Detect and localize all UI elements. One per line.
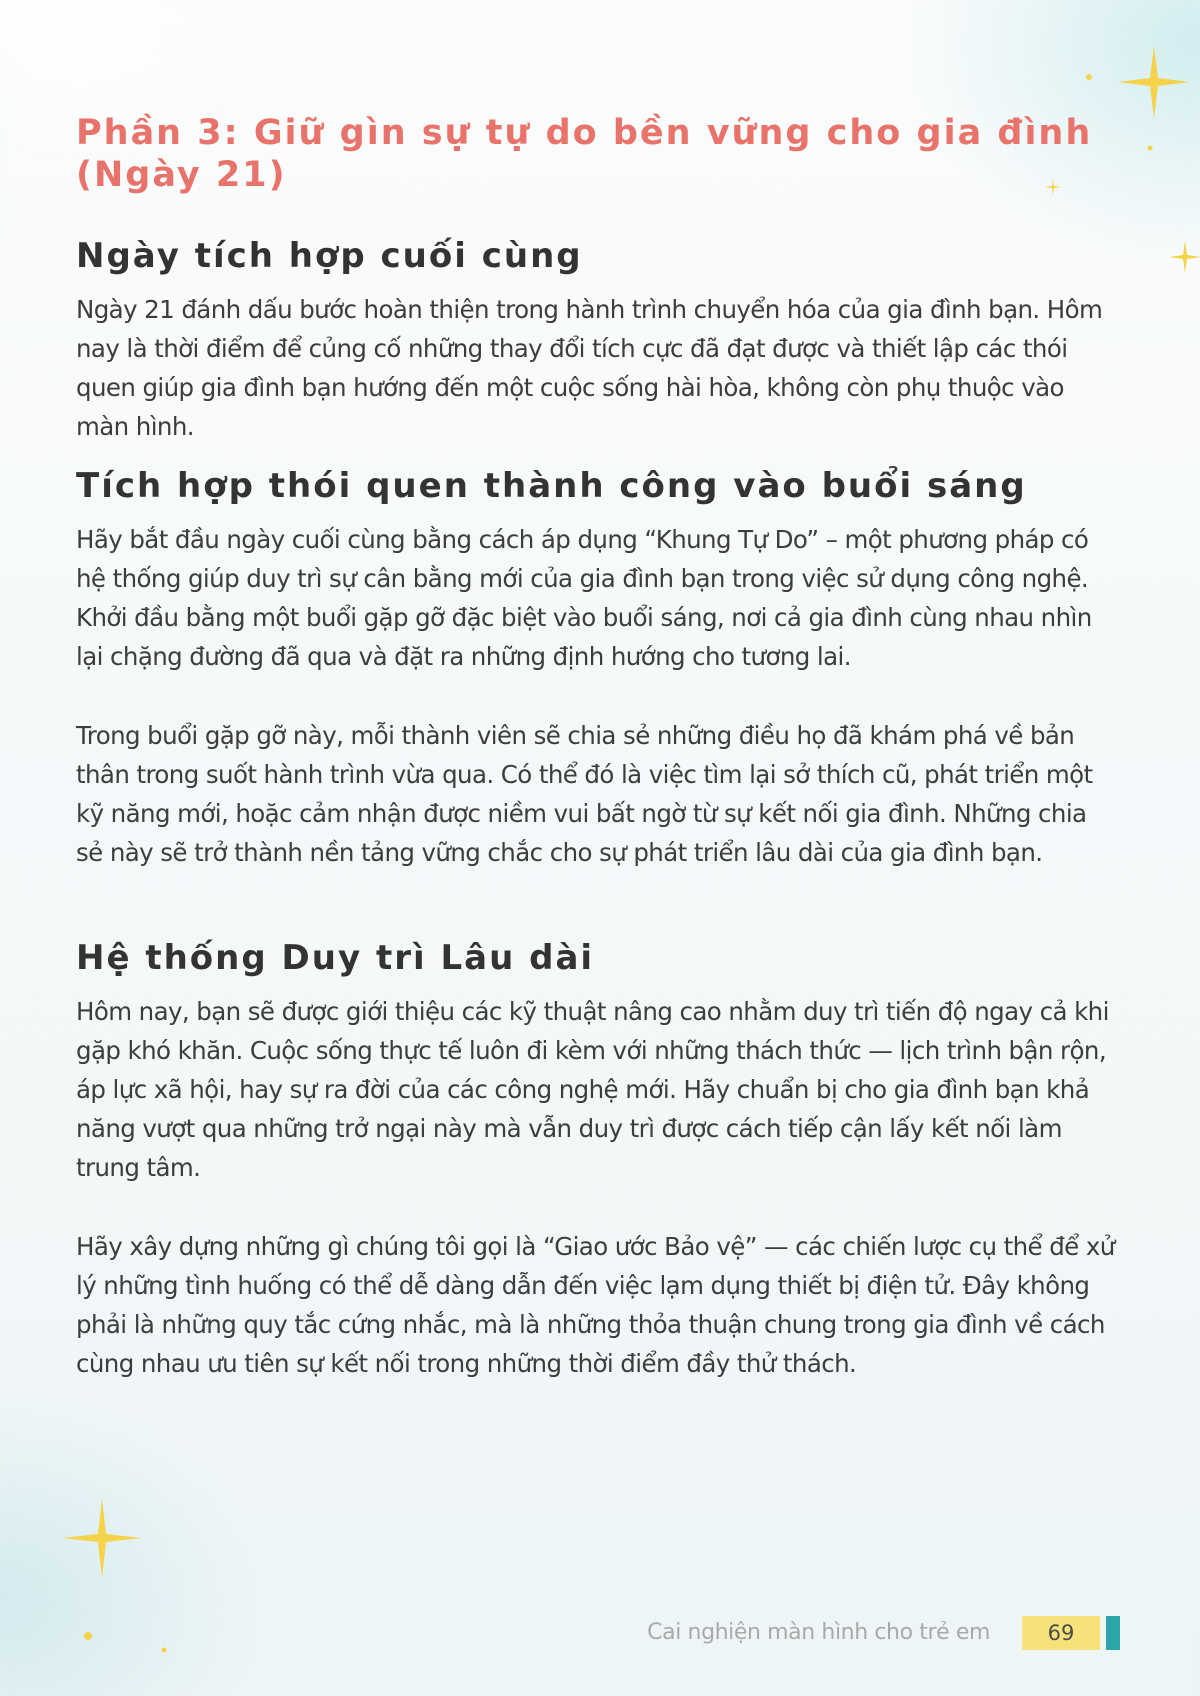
page-number: 69 xyxy=(1022,1616,1100,1650)
sparkle-icon xyxy=(1116,44,1192,120)
paragraph: Hãy bắt đầu ngày cuối cùng bằng cách áp dụng “Khung Tự Do” – một phương pháp có hệ thống giúp duy trì sự cân bằng mới của gia đình bạn trong việc sử dụng công nghệ. Khởi đầu bằng một buổi gặp gỡ đặc biệt vào buổi sáng, nơi cả gia đình cùng nhau nhìn lại chặng đường đã qua và đặt ra những định hướng cho tương lai. xyxy=(76,525,1092,671)
footer-book-title: Cai nghiện màn hình cho trẻ em xyxy=(647,1620,990,1645)
sparkle-icon xyxy=(160,1646,168,1654)
section-heading-long-term-system: Hệ thống Duy trì Lâu dài xyxy=(76,938,595,978)
page-content xyxy=(76,112,1116,1383)
sparkle-icon xyxy=(60,1496,144,1580)
part-title: Phần 3: Giữ gìn sự tự do bền vững cho gia đình (Ngày 21) xyxy=(76,113,1093,195)
section-heading-morning-habits: Tích hợp thói quen thành công vào buổi sáng xyxy=(76,466,1027,506)
section-heading-final-integration-day: Ngày tích hợp cuối cùng xyxy=(76,236,583,276)
sparkle-icon xyxy=(1146,144,1154,152)
paragraph: Ngày 21 đánh dấu bước hoàn thiện trong hành trình chuyển hóa của gia đình bạn. Hôm nay là thời điểm để củng cố những thay đổi tích cực đã đạt được và thiết lập các thói quen giúp gia đình bạn hướng đến một cuộc sống hài hòa, không còn phụ thuộc vào màn hình. xyxy=(76,295,1103,441)
paragraph: Trong buổi gặp gỡ này, mỗi thành viên sẽ chia sẻ những điều họ đã khám phá về bản thân trong suốt hành trình vừa qua. Có thể đó là việc tìm lại sở thích cũ, phát triển một kỹ năng mới, hoặc cảm nhận được niềm vui bất ngờ từ sự kết nối gia đình. Những chia sẻ này sẽ trở thành nền tảng vững chắc cho sự phát triển lâu dài của gia đình bạn. xyxy=(76,721,1093,867)
page-number-accent-bar xyxy=(1106,1616,1120,1650)
paragraph: Hãy xây dựng những gì chúng tôi gọi là “Giao ước Bảo vệ” — các chiến lược cụ thể để xử lý những tình huống có thể dễ dàng dẫn đến việc lạm dụng thiết bị điện tử. Đây không phải là những quy tắc cứng nhắc, mà là những thỏa thuận chung trong gia đình về cách cùng nhau ưu tiên sự kết nối trong những thời điểm đầy thử thách. xyxy=(76,1232,1115,1378)
sparkle-icon xyxy=(1084,72,1094,82)
sparkle-icon xyxy=(1044,178,1062,196)
sparkle-icon xyxy=(82,1630,94,1642)
sparkle-icon xyxy=(1168,240,1200,274)
paragraph: Hôm nay, bạn sẽ được giới thiệu các kỹ thuật nâng cao nhằm duy trì tiến độ ngay cả khi gặp khó khăn. Cuộc sống thực tế luôn đi kèm với những thách thức — lịch trình bận rộn, áp lực xã hội, hay sự ra đời của các công nghệ mới. Hãy chuẩn bị cho gia đình bạn khả năng vượt qua những trở ngại này mà vẫn duy trì được cách tiếp cận lấy kết nối làm trung tâm. xyxy=(76,997,1109,1182)
